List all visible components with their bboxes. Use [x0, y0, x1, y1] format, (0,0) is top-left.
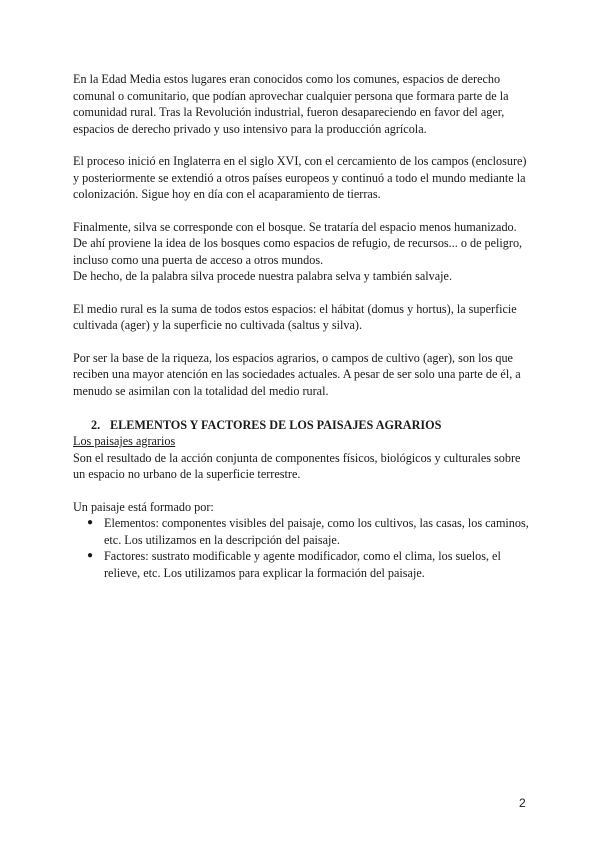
paragraph-medio-rural: El medio rural es la suma de todos estos espacios: el hábitat (domus y hortus), la superficie cultivada (ager) y la superficie no cultivada (saltus y silva). — [73, 301, 517, 332]
paragraph-silva: Finalmente, silva se corresponde con el bosque. Se trataría del espacio menos humanizado. De ahí proviene la idea de los bosques como espacios de refugio, de recursos... o de peligro, incluso como una puerta de acceso a otros mundos. — [73, 219, 523, 267]
list-item — [73, 548, 533, 581]
list-item-text: Elementos: componentes visibles del paisaje, como los cultivos, las casas, los caminos, etc. Los utilizamos en la descripción del paisaje. — [104, 516, 529, 547]
bullet-list — [73, 515, 533, 581]
page-number: 2 — [519, 796, 526, 810]
paragraph-enclosure: El proceso inició en Inglaterra en el siglo XVI, con el cercamiento de los campos (enclosure) y posteriormente se extendió a otros países europeos y continuó a todo el mundo mediante la colonización. Sigue hoy en día con el acaparamiento de tierras. — [73, 154, 527, 201]
bullet-icon: ● — [87, 550, 94, 561]
section-number: 2. — [91, 418, 101, 432]
section-intro: Son el resultado de la acción conjunta de componentes físicos, biológicos y culturales sobre un espacio no urbano de la superficie terrestre. — [73, 450, 521, 481]
list-item-text: Factores: sustrato modificable y agente modificador, como el clima, los suelos, el relieve, etc. Los utilizamos para explicar la formación del paisaje. — [104, 549, 501, 580]
list-item — [73, 515, 533, 548]
subheading: Los paisajes agrarios — [73, 434, 176, 448]
list-intro: Un paisaje está formado por: — [73, 499, 214, 514]
paragraph-comunes: En la Edad Media estos lugares eran conocidos como los comunes, espacios de derecho comunal o comunitario, que podían aprovechar cualquier persona que formara parte de la comunidad rural. Tras la Revolución industrial, fueron desapareciendo en favor del ager, espacios de derecho privado y uso intensivo para la producción agrícola. — [73, 72, 509, 136]
bullet-icon: ● — [87, 517, 94, 528]
paragraph-riqueza: Por ser la base de la riqueza, los espacios agrarios, o campos de cultivo (ager), son los que reciben una mayor atención en las sociedades actuales. A pesar de ser solo una parte de él, a menudo se asimilan con la totalidad del medio rural. — [73, 350, 521, 398]
page-content — [73, 71, 533, 581]
section-title: ELEMENTOS Y FACTORES DE LOS PAISAJES AGRARIOS — [110, 418, 442, 432]
section-heading — [73, 417, 533, 433]
paragraph-silva-etymology: De hecho, de la palabra silva procede nuestra palabra selva y también salvaje. — [73, 269, 452, 283]
